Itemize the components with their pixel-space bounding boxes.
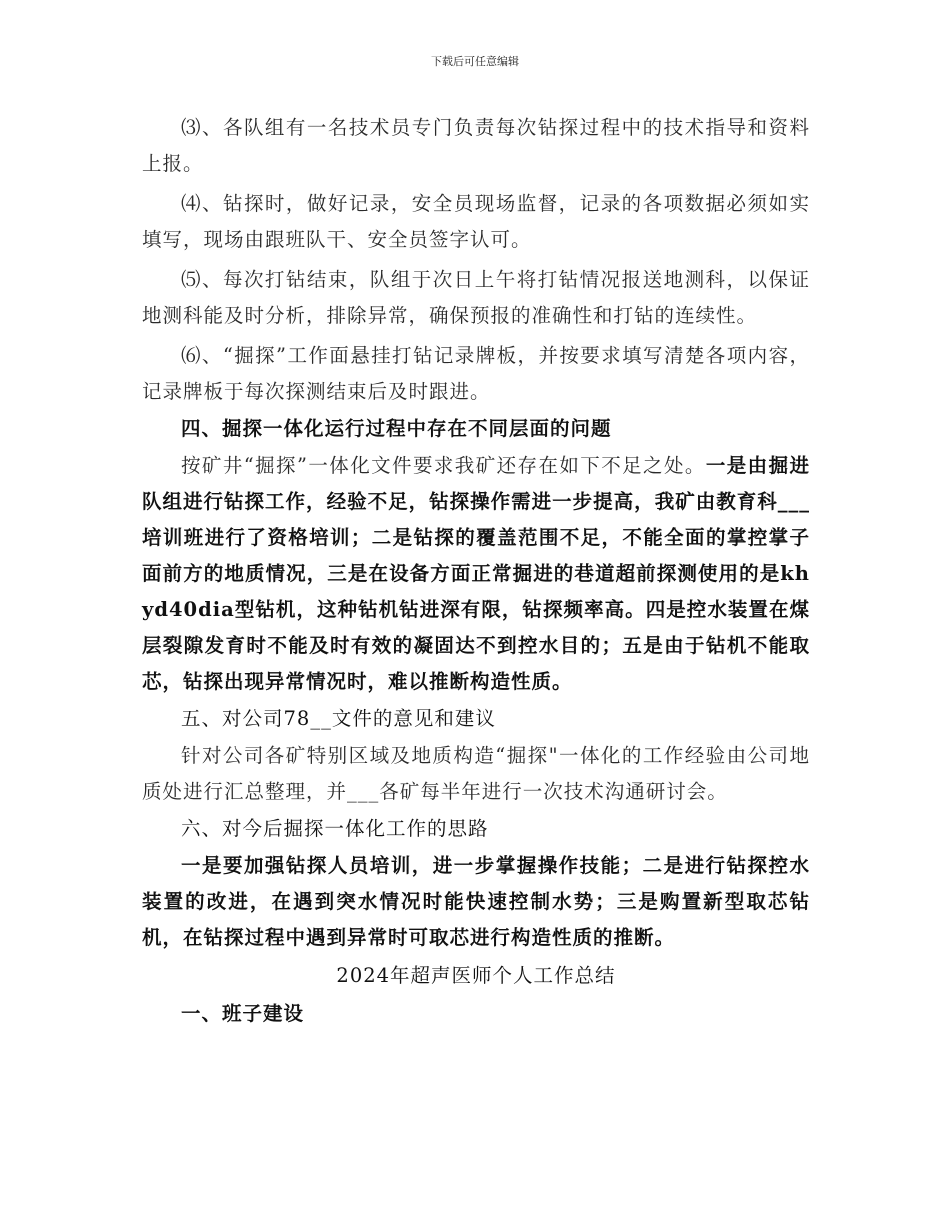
section-4-intro: 按矿井“掘探”一体化文件要求我矿还存在如下不足之处。: [181, 454, 706, 477]
document-title: 2024年超声医师个人工作总结: [336, 964, 616, 987]
section-1-heading: 一、班子建设: [181, 1002, 305, 1025]
paragraph-item-4: ⑷、钻探时，做好记录，安全员现场监督，记录的各项数据必须如实填写，现场由跟班队干、安全员签字认可。: [142, 192, 810, 251]
document-body: [142, 110, 810, 1033]
section-4-heading: 四、掘探一体化运行过程中存在不同层面的问题: [181, 417, 612, 440]
page-header: 下载后可任意编辑: [431, 55, 519, 68]
section-4-body: [142, 448, 810, 700]
paragraph-item-6: ⑹、“掘探”工作面悬挂打钻记录牌板，并按要求填写清楚各项内容，记录牌板于每次探测结束后及时跟进。: [142, 344, 810, 403]
section-6-body: 一是要加强钻探人员培训，进一步掌握操作技能；二是进行钻探控水装置的改进，在遇到突水情况时能快速控制水势；三是购置新型取芯钻机，在钻探过程中遇到异常时可取芯进行构造性质的推断。: [142, 854, 810, 949]
paragraph-item-3: ⑶、各队组有一名技术员专门负责每次钻探过程中的技术指导和资料上报。: [142, 116, 810, 175]
section-4-problems: 一是由掘进队组进行钻探工作，经验不足，钻探操作需进一步提高，我矿由教育科___培训班进行了资格培训；二是钻探的覆盖范围不足，不能全面的掌控掌子面前方的地质情况，三是在设备方面正常掘进的巷道超前探测使用的是khyd40dia型钻机，这种钻机钻进深有限，钻探频率高。四是控水装置在煤层裂隙发育时不能及时有效的凝固达不到控水目的；五是由于钻机不能取芯，钻探出现异常情况时，难以推断构造性质。: [142, 454, 810, 693]
section-6-heading: 六、对今后掘探一体化工作的思路: [181, 817, 489, 840]
section-5-heading: 五、对公司78__文件的意见和建议: [181, 707, 496, 730]
paragraph-item-5: ⑸、每次打钻结束，队组于次日上午将打钻情况报送地测科，以保证地测科能及时分析，排除异常，确保预报的准确性和打钻的连续性。: [142, 268, 810, 327]
section-5-body: 针对公司各矿特别区域及地质构造“掘探"一体化的工作经验由公司地质处进行汇总整理，并___各矿每半年进行一次技术沟通研讨会。: [142, 744, 810, 803]
